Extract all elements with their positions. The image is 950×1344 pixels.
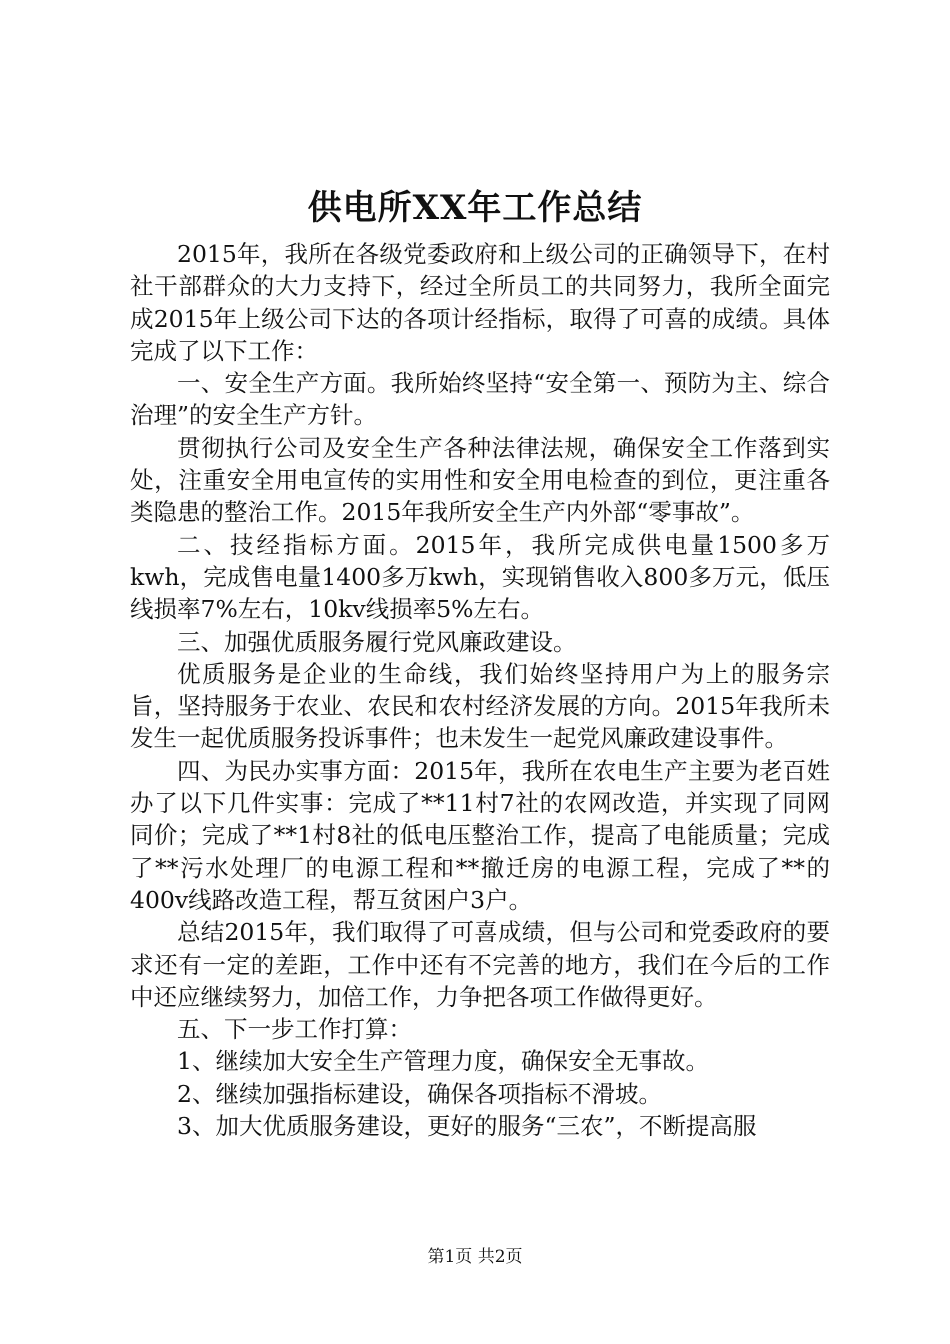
paragraph-service-detail: 优质服务是企业的生命线，我们始终坚持用户为上的服务宗旨，坚持服务于农业、农民和农村经济发展的方向。2015年我所未发生一起优质服务投诉事件；也未发生一起党风廉政建设事件。 (130, 659, 830, 753)
paragraph-summary: 总结2015年，我们取得了可喜成绩，但与公司和党委政府的要求还有一定的差距，工作中还有不完善的地方，我们在今后的工作中还应继续努力，加倍工作，力争把各项工作做得更好。 (130, 918, 830, 1011)
paragraph-next-step-2: 2、继续加强指标建设，确保各项指标不滑坡。 (177, 1079, 662, 1108)
paragraph-indicators: 二、技经指标方面。2015年，我所完成供电量1500多万kwh，完成售电量1400多万kwh，实现销售收入800多万元，低压线损率7%左右，10kv线损率5%左右。 (130, 530, 830, 624)
paragraph-next-step-3: 3、加大优质服务建设，更好的服务“三农”，不断提高服 (177, 1112, 757, 1141)
paragraph-safety-heading: 一、安全生产方面。我所始终坚持“安全第一、预防为主、综合治理”的安全生产方针。 (130, 369, 830, 430)
paragraph-next-steps-heading: 五、下一步工作打算： (177, 1015, 412, 1044)
paragraph-next-step-1: 1、继续加大安全生产管理力度，确保安全无事故。 (177, 1047, 709, 1076)
document-title: 供电所XX年工作总结 (307, 188, 643, 228)
paragraph-service-heading: 三、加强优质服务履行党风廉政建设。 (177, 627, 577, 656)
paragraph-practical-work: 四、为民办实事方面：2015年，我所在农电生产主要为老百姓办了以下几件实事：完成了**11村7社的农网改造，并实现了同网同价；完成了**1村8社的低电压整治工作，提高了电能质量；完成了**污水处理厂的电源工程和**撤迁房的电源工程，完成了**的400v线路改造工程，帮互贫困户3户。 (130, 756, 830, 914)
paragraph-safety-detail: 贯彻执行公司及安全生产各种法律法规，确保安全工作落到实处，注重安全用电宣传的实用性和安全用电检查的到位，更注重各类隐患的整治工作。2015年我所安全生产内外部“零事故”。 (130, 433, 830, 527)
page-number-footer: 第1页 共2页 (427, 1247, 523, 1267)
paragraph-intro: 2015年，我所在各级党委政府和上级公司的正确领导下，在村社干部群众的大力支持下，经过全所员工的共同努力，我所全面完成2015年上级公司下达的各项计经指标，取得了可喜的成绩。具体完成了以下工作： (130, 240, 830, 365)
document-body (130, 238, 830, 1142)
